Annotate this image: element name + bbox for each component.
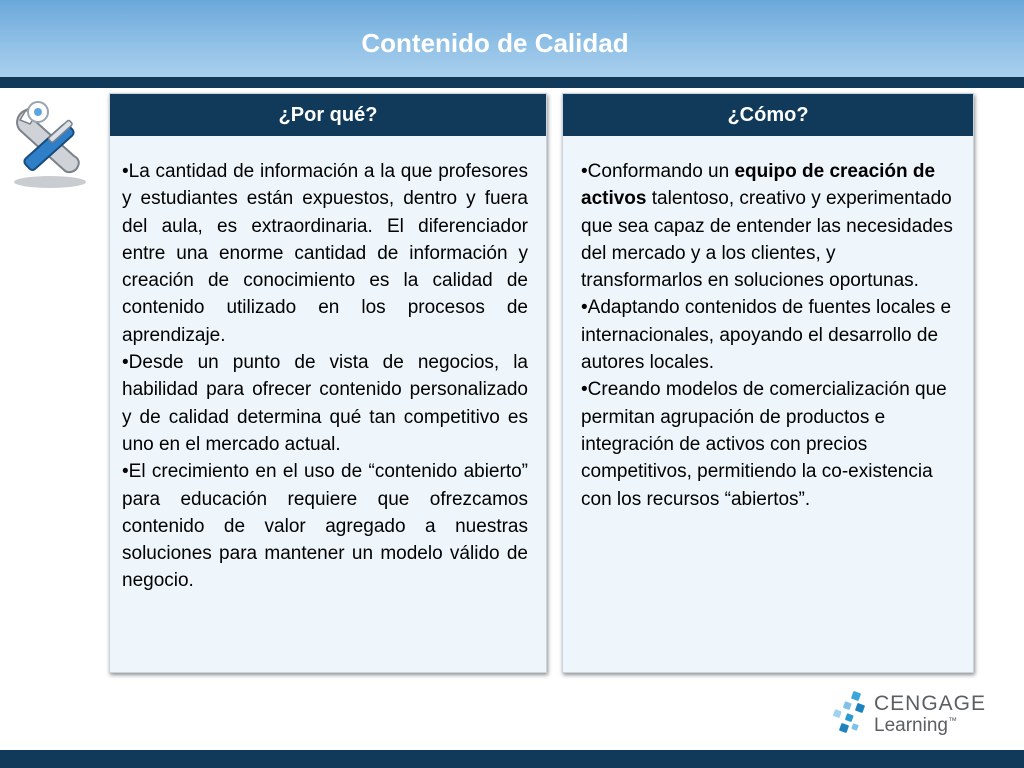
list-item: •Adaptando contenidos de fuentes locales e internacionales, apoyando el desarrollo de autores locales. — [581, 297, 952, 374]
left-panel-body — [122, 158, 528, 595]
bullet-prefix: •Conformando un — [581, 161, 735, 182]
left-panel-heading: ¿Por qué? — [110, 94, 546, 136]
logo-wordmark-bottom — [874, 715, 957, 737]
right-panel-heading: ¿Cómo? — [563, 94, 973, 136]
footer-bar — [0, 750, 1024, 768]
list-item: •Creando modelos de comercialización que permitan agrupación de productos e integración de activos con precios competitivos, permitiendo la co-existencia con los recursos “abiertos”. — [581, 379, 947, 510]
right-panel — [562, 93, 974, 673]
right-panel-body — [581, 158, 953, 513]
bullet-emphasis: equipo de creación de activos — [581, 161, 936, 210]
cengage-logo — [830, 690, 990, 738]
list-item: •El crecimiento en el uso de “contenido abierto” para educación requiere que ofrezcamos contenido de valor agregado a nuestras soluciones para mantener un modelo válido de negocio. — [122, 461, 528, 592]
list-item: •La cantidad de información a la que profesores y estudiantes están expuestos, dentro y fuera del aula, es extraordinaria. El diferenciador entre una enorme cantidad de información y creación de conocimiento es la calidad de contenido utilizado en los procesos de aprendizaje. — [122, 161, 528, 346]
list-item — [581, 158, 953, 294]
list-item: •Desde un punto de vista de negocios, la habilidad para ofrecer contenido personalizado y de calidad determina qué tan competitivo es uno en el mercado actual. — [122, 352, 528, 455]
cengage-mark-icon — [830, 690, 870, 738]
wrench-screwdriver-icon — [8, 96, 92, 192]
left-panel — [109, 93, 547, 673]
logo-wordmark-top: CENGAGE — [874, 692, 987, 715]
trademark-mark: ™ — [947, 715, 957, 726]
slide-title: Contenido de Calidad — [361, 28, 629, 58]
logo-learning-text: Learning — [874, 715, 948, 736]
bullet-suffix: talentoso, creativo y experimentado que sea capaz de entender las necesidades del mercado y a los clientes, y transformarlos en soluciones oportunas. — [581, 188, 953, 292]
header-rule — [0, 77, 1024, 88]
header-bar — [0, 0, 1024, 77]
